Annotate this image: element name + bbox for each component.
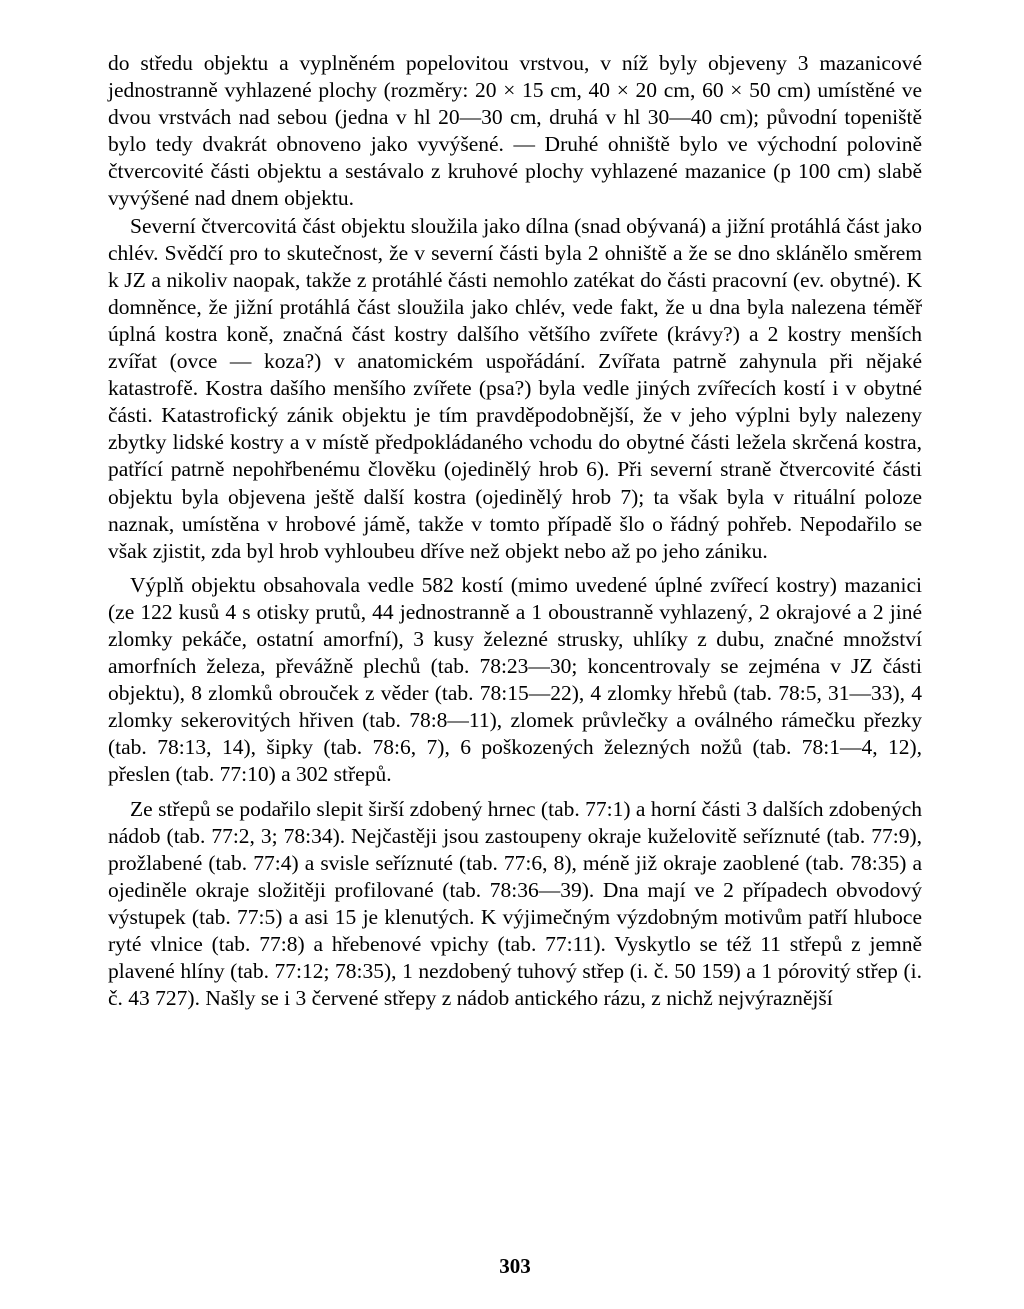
paragraph-fill-contents: Výplň objektu obsahovala vedle 582 kostí (mimo uvedené úplné zvířecí kostry) mazanici (ze 122 kusů 4 s otisky prutů, 44 jednostranně a 1 oboustranně vyhlazený, 2 okrajové a 2 jiné zlomky pekáče, ostatní amorfní), 3 kusy železné strusky, uhlíky z dubu, značné množství amorfních železa, převážně plechů (tab. 78:23—30; koncentrovaly se zejména v JZ části objektu), 8 zlomků obrouček z věder (tab. 78:15—22), 4 zlomky hřebů (tab. 78:5, 31—33), 4 zlomky sekerovitých hřiven (tab. 78:8—11), zlomek průvlečky a oválného rámečku přezky (tab. 78:13, 14), šipky (tab. 78:6, 7), 6 poškozených železných nožů (tab. 78:1—4, 12), přeslen (tab. 77:10) a 302 střepů. bbox=[108, 572, 922, 787]
document-page bbox=[108, 50, 922, 1290]
page-number: 303 bbox=[499, 1254, 531, 1278]
body-text bbox=[108, 50, 922, 1012]
paragraph-continuation: do středu objektu a vyplněném popelovitou vrstvou, v níž byly objeveny 3 mazanicové jednostranně vyhlazené plochy (rozměry: 20 × 15 cm, 40 × 20 cm, 60 × 50 cm) umístěné ve dvou vrstvách nad sebou (jedna v hl 20—30 cm, druhá v hl 30—40 cm); původní topeniště bylo tedy dvakrát obnoveno jako vyvýšené. — Druhé ohniště bylo ve východní polovině čtvercovité části objektu a sestávalo z kruhové plochy vyhlazené mazanice (p 100 cm) slabě vyvýšené nad dnem objektu. bbox=[108, 51, 922, 211]
paragraph-pottery-shards: Ze střepů se podařilo slepit širší zdobený hrnec (tab. 77:1) a horní části 3 dalších zdobených nádob (tab. 77:2, 3; 78:34). Nejčastěji jsou zastoupeny okraje kuželovitě seříznuté (tab. 77:9), prožlabené (tab. 77:4) a svisle seříznuté (tab. 77:6, 8), méně již okraje zaoblené (tab. 78:35) a ojediněle okraje složitěji profilované (tab. 78:36—39). Dna mají ve 2 případech obvodový výstupek (tab. 77:5) a asi 15 je klenutých. K výjimečným výzdobným motivům patří hluboce ryté vlnice (tab. 77:8) a hřebenové vpichy (tab. 77:11). Vyskytlo se též 11 střepů z jemně plavené hlíny (tab. 77:12; 78:35), 1 nezdobený tuhový střep (i. č. 50 159) a 1 pórovitý střep (i. č. 43 727). Našly se i 3 červené střepy z nádob antického rázu, z nichž nejvýraznější bbox=[108, 796, 922, 1011]
paragraph-workshop-and-barn: Severní čtvercovitá část objektu sloužila jako dílna (snad obývaná) a jižní protáhlá část jako chlév. Svědčí pro to skutečnost, že v severní části byla 2 ohniště a že se dno sklánělo směrem k JZ a nikoliv naopak, takže z protáhlé části nemohlo zatékat do části pracovní (ev. obytné). K domněnce, že jižní protáhlá část sloužila jako chlév, vede fakt, že u dna byla nalezena téměř úplná kostra koně, značná část kostry dalšího většího zvířete (krávy?) a 2 kostry menších zvířat (ovce — koza?) v anatomickém uspořádání. Zvířata patrně zahynula při nějaké katastrofě. Kostra dašího menšího zvířete (psa?) byla vedle jiných zvířecích kostí i v obytné části. Katastrofický zánik objektu je tím pravděpodobnější, že v jeho výplni byly nalezeny zbytky lidské kostry a v místě předpokládaného vchodu do obytné části ležela skrčená kostra, patřící patrně nepohřbenému člověku (ojedinělý hrob 6). Při severní straně čtvercovité části objektu byla objevena ještě další kostra (ojedinělý hrob 7); ta však byla v rituální poloze naznak, umístěna v hrobové jámě, takže v tomto případě šlo o řádný pohřeb. Nepodařilo se však zjistit, zda byl hrob vyhloubeu dříve než objekt nebo až po jeho zániku. bbox=[108, 213, 922, 563]
